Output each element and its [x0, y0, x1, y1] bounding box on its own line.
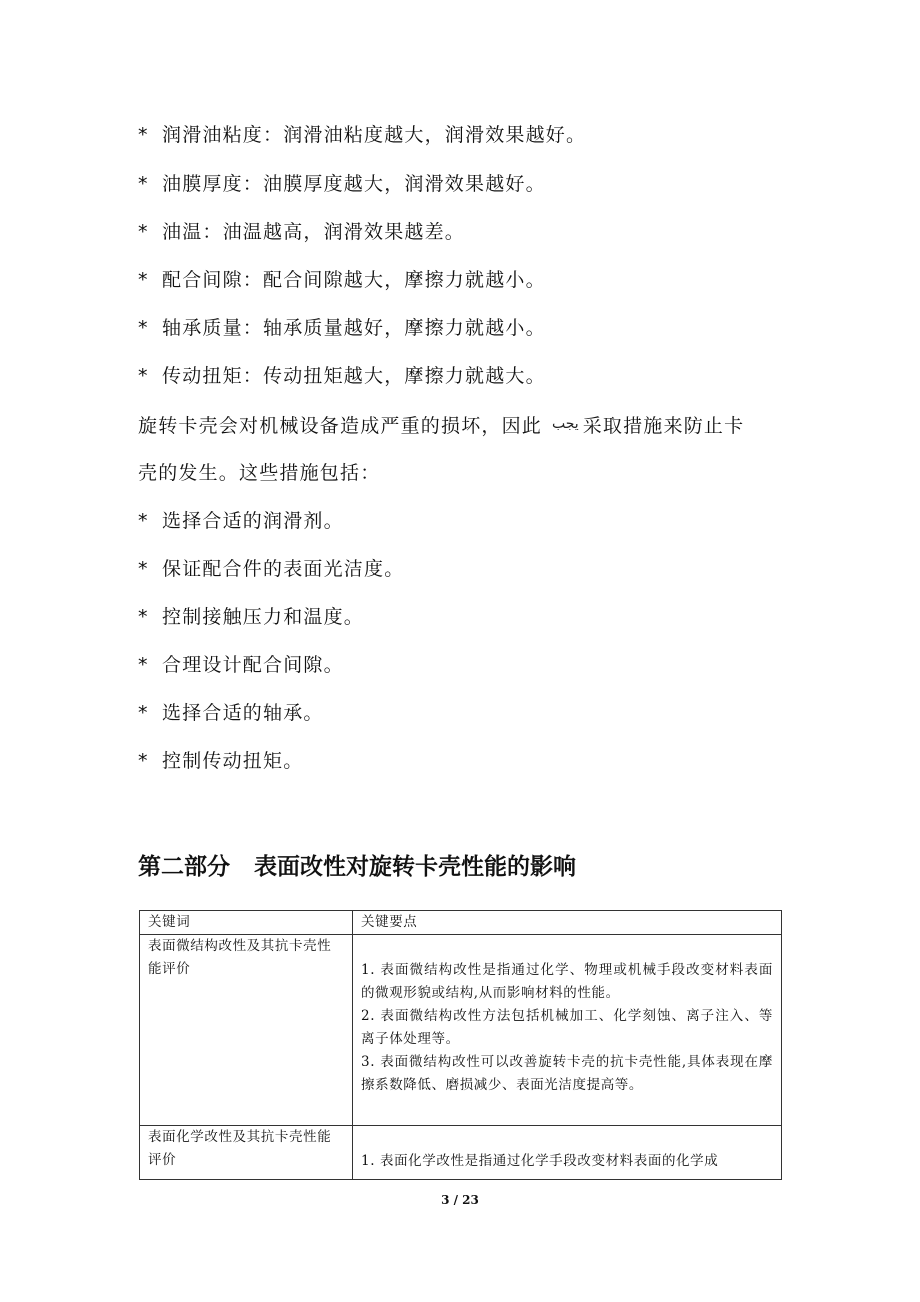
paragraph-text: 壳的发生。这些措施包括： [138, 462, 381, 484]
stray-glyph: يجب [552, 416, 579, 432]
table-cell-keyword: 表面微结构改性及其抗卡壳性能评价 [140, 935, 353, 1126]
key-points-table [139, 910, 782, 1180]
table-row [140, 935, 782, 1126]
list-item [138, 507, 344, 535]
list-item-text: 合理设计配合间隙。 [162, 654, 344, 676]
list-item [138, 747, 303, 775]
paragraph-text: 旋转卡壳会对机械设备造成严重的损坏，因此 [138, 415, 543, 437]
list-item [138, 603, 364, 631]
bullet-star: * [138, 606, 149, 628]
list-item [138, 651, 344, 679]
list-item [138, 170, 546, 198]
list-item [138, 362, 546, 390]
list-item [138, 314, 546, 342]
list-item [138, 266, 546, 294]
bullet-star: * [138, 750, 149, 772]
bullet-star: * [138, 317, 149, 339]
bullet-star: * [138, 510, 149, 532]
list-item [138, 555, 404, 583]
bullet-star: * [138, 558, 149, 580]
key-point: 3. 表面微结构改性可以改善旋转卡壳的抗卡壳性能,具体表现在摩擦系数降低、磨损减少、表面光洁度提高等。 [361, 1054, 773, 1093]
list-item-text: 配合间隙：配合间隙越大，摩擦力就越小。 [162, 269, 546, 291]
bullet-star: * [138, 124, 149, 146]
list-item-text: 选择合适的轴承。 [162, 702, 324, 724]
bullet-star: * [138, 654, 149, 676]
list-item-text: 保证配合件的表面光洁度。 [162, 558, 405, 580]
list-item [138, 121, 586, 149]
table-cell-keyword: 表面化学改性及其抗卡壳性能评价 [140, 1126, 353, 1180]
table-header-points: 关键要点 [353, 911, 782, 935]
table-cell-points [353, 935, 782, 1126]
paragraph-line [138, 459, 380, 487]
list-item-text: 传动扭矩：传动扭矩越大，摩擦力就越大。 [162, 365, 546, 387]
list-item-text: 润滑油粘度：润滑油粘度越大，润滑效果越好。 [162, 124, 587, 146]
list-item-text: 油膜厚度：油膜厚度越大，润滑效果越好。 [162, 173, 546, 195]
list-item [138, 699, 324, 727]
bullet-star: * [138, 269, 149, 291]
key-point: 2. 表面微结构改性方法包括机械加工、化学刻蚀、离子注入、等离子体处理等。 [361, 1008, 773, 1047]
list-item [138, 218, 465, 246]
section-title: 表面改性对旋转卡壳性能的影响 [254, 854, 576, 880]
list-item-text: 控制传动扭矩。 [162, 750, 304, 772]
section-number: 第二部分 [138, 854, 230, 880]
bullet-star: * [138, 365, 149, 387]
table-cell-points [353, 1126, 782, 1180]
table-row [140, 1126, 782, 1180]
page-number: 3 / 23 [441, 1193, 479, 1207]
list-item-text: 轴承质量：轴承质量越好，摩擦力就越小。 [162, 317, 546, 339]
list-item-text: 选择合适的润滑剂。 [162, 510, 344, 532]
key-point: 1. 表面化学改性是指通过化学手段改变材料表面的化学成 [361, 1153, 719, 1169]
bullet-star: * [138, 221, 149, 243]
section-heading [138, 850, 576, 884]
paragraph-line [138, 410, 744, 440]
key-point: 1. 表面微结构改性是指通过化学、物理或机械手段改变材料表面的微观形貌或结构,从而影响材料的性能。 [361, 962, 773, 1001]
bullet-star: * [138, 702, 149, 724]
bullet-star: * [138, 173, 149, 195]
list-item-text: 控制接触压力和温度。 [162, 606, 365, 628]
paragraph-text: 采取措施来防止卡 [582, 415, 745, 437]
table-header-keyword: 关键词 [140, 911, 353, 935]
table-header-row [140, 911, 782, 935]
list-item-text: 油温：油温越高，润滑效果越差。 [162, 221, 466, 243]
